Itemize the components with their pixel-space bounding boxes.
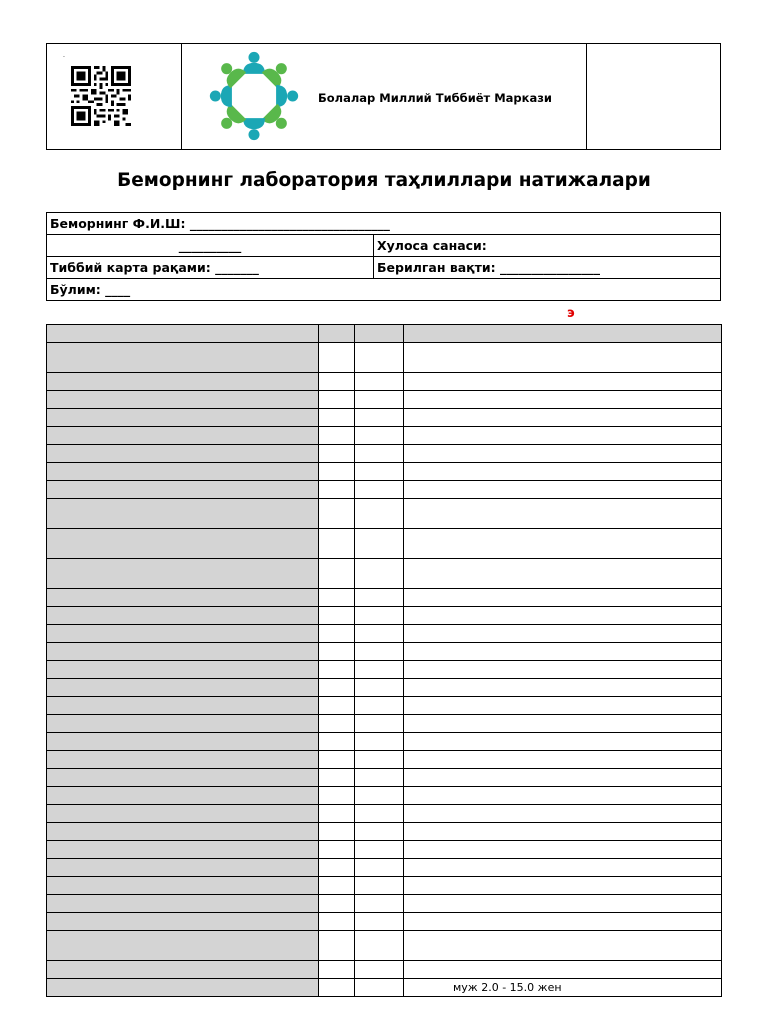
table-cell bbox=[355, 859, 404, 877]
table-cell bbox=[404, 931, 722, 961]
table-cell bbox=[404, 373, 722, 391]
table-cell bbox=[47, 697, 319, 715]
table-cell bbox=[319, 715, 355, 733]
table-cell bbox=[319, 961, 355, 979]
table-row bbox=[47, 979, 722, 997]
issued-time-field: Берилган вақти: ________________ bbox=[374, 257, 721, 279]
table-cell bbox=[47, 529, 319, 559]
table-cell bbox=[404, 805, 722, 823]
table-row bbox=[47, 661, 722, 679]
table-cell bbox=[47, 877, 319, 895]
department-field: Бўлим: ____ bbox=[47, 279, 721, 301]
table-cell bbox=[319, 481, 355, 499]
table-cell bbox=[47, 913, 319, 931]
blank-line-field: __________ bbox=[47, 235, 374, 257]
table-row bbox=[47, 769, 722, 787]
header-dot: . bbox=[63, 52, 65, 59]
table-cell bbox=[355, 589, 404, 607]
table-cell bbox=[355, 481, 404, 499]
table-cell bbox=[47, 751, 319, 769]
table-cell bbox=[319, 607, 355, 625]
table-cell bbox=[47, 607, 319, 625]
table-cell bbox=[47, 859, 319, 877]
table-cell bbox=[404, 715, 722, 733]
table-cell bbox=[47, 679, 319, 697]
table-cell bbox=[355, 559, 404, 589]
table-cell bbox=[355, 499, 404, 529]
table-row bbox=[47, 787, 722, 805]
table-cell bbox=[47, 979, 319, 997]
table-cell bbox=[47, 961, 319, 979]
table-cell bbox=[319, 343, 355, 373]
table-row bbox=[47, 373, 722, 391]
page-title: Беморнинг лаборатория таҳлиллари натижалари bbox=[117, 170, 651, 191]
table-cell bbox=[355, 715, 404, 733]
table-cell bbox=[355, 805, 404, 823]
patient-info-table bbox=[46, 212, 721, 301]
table-row bbox=[47, 961, 722, 979]
column-header bbox=[404, 325, 722, 343]
table-row bbox=[47, 931, 722, 961]
table-cell bbox=[47, 733, 319, 751]
table-cell bbox=[319, 913, 355, 931]
table-cell bbox=[319, 427, 355, 445]
table-cell bbox=[319, 805, 355, 823]
table-cell bbox=[404, 499, 722, 529]
table-row bbox=[47, 859, 722, 877]
table-cell bbox=[319, 895, 355, 913]
table-cell bbox=[355, 751, 404, 769]
table-cell bbox=[47, 931, 319, 961]
reference-range-cell: муж 2.0 - 15.0 жен bbox=[404, 979, 722, 997]
table-cell bbox=[319, 409, 355, 427]
qr-code-icon bbox=[69, 66, 133, 126]
table-cell bbox=[355, 823, 404, 841]
table-row bbox=[47, 391, 722, 409]
table-cell bbox=[319, 859, 355, 877]
table-cell bbox=[404, 463, 722, 481]
table-cell bbox=[319, 877, 355, 895]
table-cell bbox=[355, 877, 404, 895]
table-cell bbox=[319, 529, 355, 559]
table-cell bbox=[319, 841, 355, 859]
table-cell bbox=[355, 913, 404, 931]
header-divider bbox=[586, 44, 587, 149]
table-cell bbox=[355, 931, 404, 961]
table-row bbox=[47, 841, 722, 859]
table-row bbox=[47, 529, 722, 559]
table-cell bbox=[404, 733, 722, 751]
table-cell bbox=[47, 481, 319, 499]
table-cell bbox=[47, 373, 319, 391]
table-cell bbox=[355, 445, 404, 463]
table-cell bbox=[355, 733, 404, 751]
table-cell bbox=[319, 979, 355, 997]
circle-of-people-logo bbox=[205, 50, 303, 142]
table-cell bbox=[404, 343, 722, 373]
table-cell bbox=[47, 769, 319, 787]
table-cell bbox=[404, 787, 722, 805]
table-cell bbox=[404, 427, 722, 445]
table-cell bbox=[355, 625, 404, 643]
table-cell bbox=[47, 343, 319, 373]
table-row bbox=[47, 559, 722, 589]
table-cell bbox=[404, 607, 722, 625]
table-cell bbox=[47, 661, 319, 679]
table-row bbox=[47, 427, 722, 445]
table-cell bbox=[47, 643, 319, 661]
table-cell bbox=[319, 751, 355, 769]
table-row bbox=[47, 679, 722, 697]
table-row bbox=[47, 499, 722, 529]
table-cell bbox=[47, 445, 319, 463]
table-cell bbox=[404, 697, 722, 715]
table-cell bbox=[47, 391, 319, 409]
table-cell bbox=[355, 661, 404, 679]
table-cell bbox=[47, 589, 319, 607]
table-cell bbox=[319, 391, 355, 409]
table-row bbox=[47, 913, 722, 931]
table-cell bbox=[319, 769, 355, 787]
table-row bbox=[47, 877, 722, 895]
table-row bbox=[47, 643, 722, 661]
table-cell bbox=[355, 607, 404, 625]
table-cell bbox=[47, 787, 319, 805]
table-cell bbox=[47, 463, 319, 481]
medical-card-number-field: Тиббий карта рақами: _______ bbox=[47, 257, 374, 279]
patient-name-field: Беморнинг Ф.И.Ш: ________________________________ bbox=[47, 213, 721, 235]
column-header bbox=[355, 325, 404, 343]
table-cell bbox=[404, 661, 722, 679]
table-row bbox=[47, 409, 722, 427]
table-cell bbox=[319, 559, 355, 589]
table-row bbox=[47, 607, 722, 625]
table-cell bbox=[404, 529, 722, 559]
table-cell bbox=[47, 715, 319, 733]
table-cell bbox=[404, 643, 722, 661]
table-cell bbox=[47, 625, 319, 643]
table-cell bbox=[319, 373, 355, 391]
table-cell bbox=[355, 979, 404, 997]
table-cell bbox=[355, 841, 404, 859]
table-row bbox=[47, 805, 722, 823]
document-header bbox=[46, 43, 721, 150]
table-cell bbox=[319, 679, 355, 697]
table-cell bbox=[47, 841, 319, 859]
table-cell bbox=[355, 895, 404, 913]
table-cell bbox=[319, 931, 355, 961]
table-cell bbox=[404, 877, 722, 895]
table-cell bbox=[404, 913, 722, 931]
table-cell bbox=[319, 499, 355, 529]
table-row bbox=[47, 697, 722, 715]
results-table bbox=[46, 324, 722, 997]
table-row bbox=[47, 343, 722, 373]
table-cell bbox=[47, 409, 319, 427]
table-row bbox=[47, 751, 722, 769]
table-cell bbox=[355, 409, 404, 427]
table-cell bbox=[404, 445, 722, 463]
table-cell bbox=[355, 961, 404, 979]
table-cell bbox=[355, 697, 404, 715]
table-row bbox=[47, 481, 722, 499]
column-header bbox=[47, 325, 319, 343]
table-cell bbox=[47, 427, 319, 445]
table-row bbox=[47, 589, 722, 607]
table-cell bbox=[47, 805, 319, 823]
table-cell bbox=[47, 823, 319, 841]
table-cell bbox=[355, 769, 404, 787]
table-row bbox=[47, 715, 722, 733]
table-row bbox=[47, 895, 722, 913]
table-cell bbox=[404, 823, 722, 841]
table-cell bbox=[404, 895, 722, 913]
table-cell bbox=[319, 697, 355, 715]
table-cell bbox=[47, 499, 319, 529]
table-cell bbox=[319, 445, 355, 463]
table-cell bbox=[319, 463, 355, 481]
table-cell bbox=[47, 559, 319, 589]
table-row bbox=[47, 445, 722, 463]
table-cell bbox=[404, 751, 722, 769]
organization-name: Болалар Миллий Тиббиёт Маркази bbox=[318, 91, 552, 105]
table-cell bbox=[404, 769, 722, 787]
table-cell bbox=[319, 823, 355, 841]
table-cell bbox=[319, 589, 355, 607]
conclusion-date-field: Хулоса санаси: bbox=[374, 235, 721, 257]
table-cell bbox=[404, 841, 722, 859]
table-cell bbox=[404, 679, 722, 697]
table-cell bbox=[404, 409, 722, 427]
table-row bbox=[47, 625, 722, 643]
table-cell bbox=[404, 481, 722, 499]
table-cell bbox=[404, 859, 722, 877]
header-divider bbox=[181, 44, 182, 149]
table-cell bbox=[355, 373, 404, 391]
table-row bbox=[47, 733, 722, 751]
table-row bbox=[47, 463, 722, 481]
table-cell bbox=[404, 559, 722, 589]
red-mark: э bbox=[567, 306, 575, 321]
table-cell bbox=[355, 787, 404, 805]
table-cell bbox=[319, 643, 355, 661]
table-cell bbox=[355, 643, 404, 661]
table-cell bbox=[404, 625, 722, 643]
table-cell bbox=[47, 895, 319, 913]
table-cell bbox=[404, 589, 722, 607]
column-header bbox=[319, 325, 355, 343]
table-cell bbox=[319, 787, 355, 805]
table-cell bbox=[319, 661, 355, 679]
results-header-row bbox=[47, 325, 722, 343]
table-cell bbox=[355, 463, 404, 481]
table-cell bbox=[355, 343, 404, 373]
table-cell bbox=[355, 679, 404, 697]
table-cell bbox=[319, 625, 355, 643]
table-cell bbox=[355, 391, 404, 409]
table-row bbox=[47, 823, 722, 841]
table-cell bbox=[319, 733, 355, 751]
table-cell bbox=[404, 961, 722, 979]
table-cell bbox=[404, 391, 722, 409]
table-cell bbox=[355, 427, 404, 445]
table-cell bbox=[355, 529, 404, 559]
